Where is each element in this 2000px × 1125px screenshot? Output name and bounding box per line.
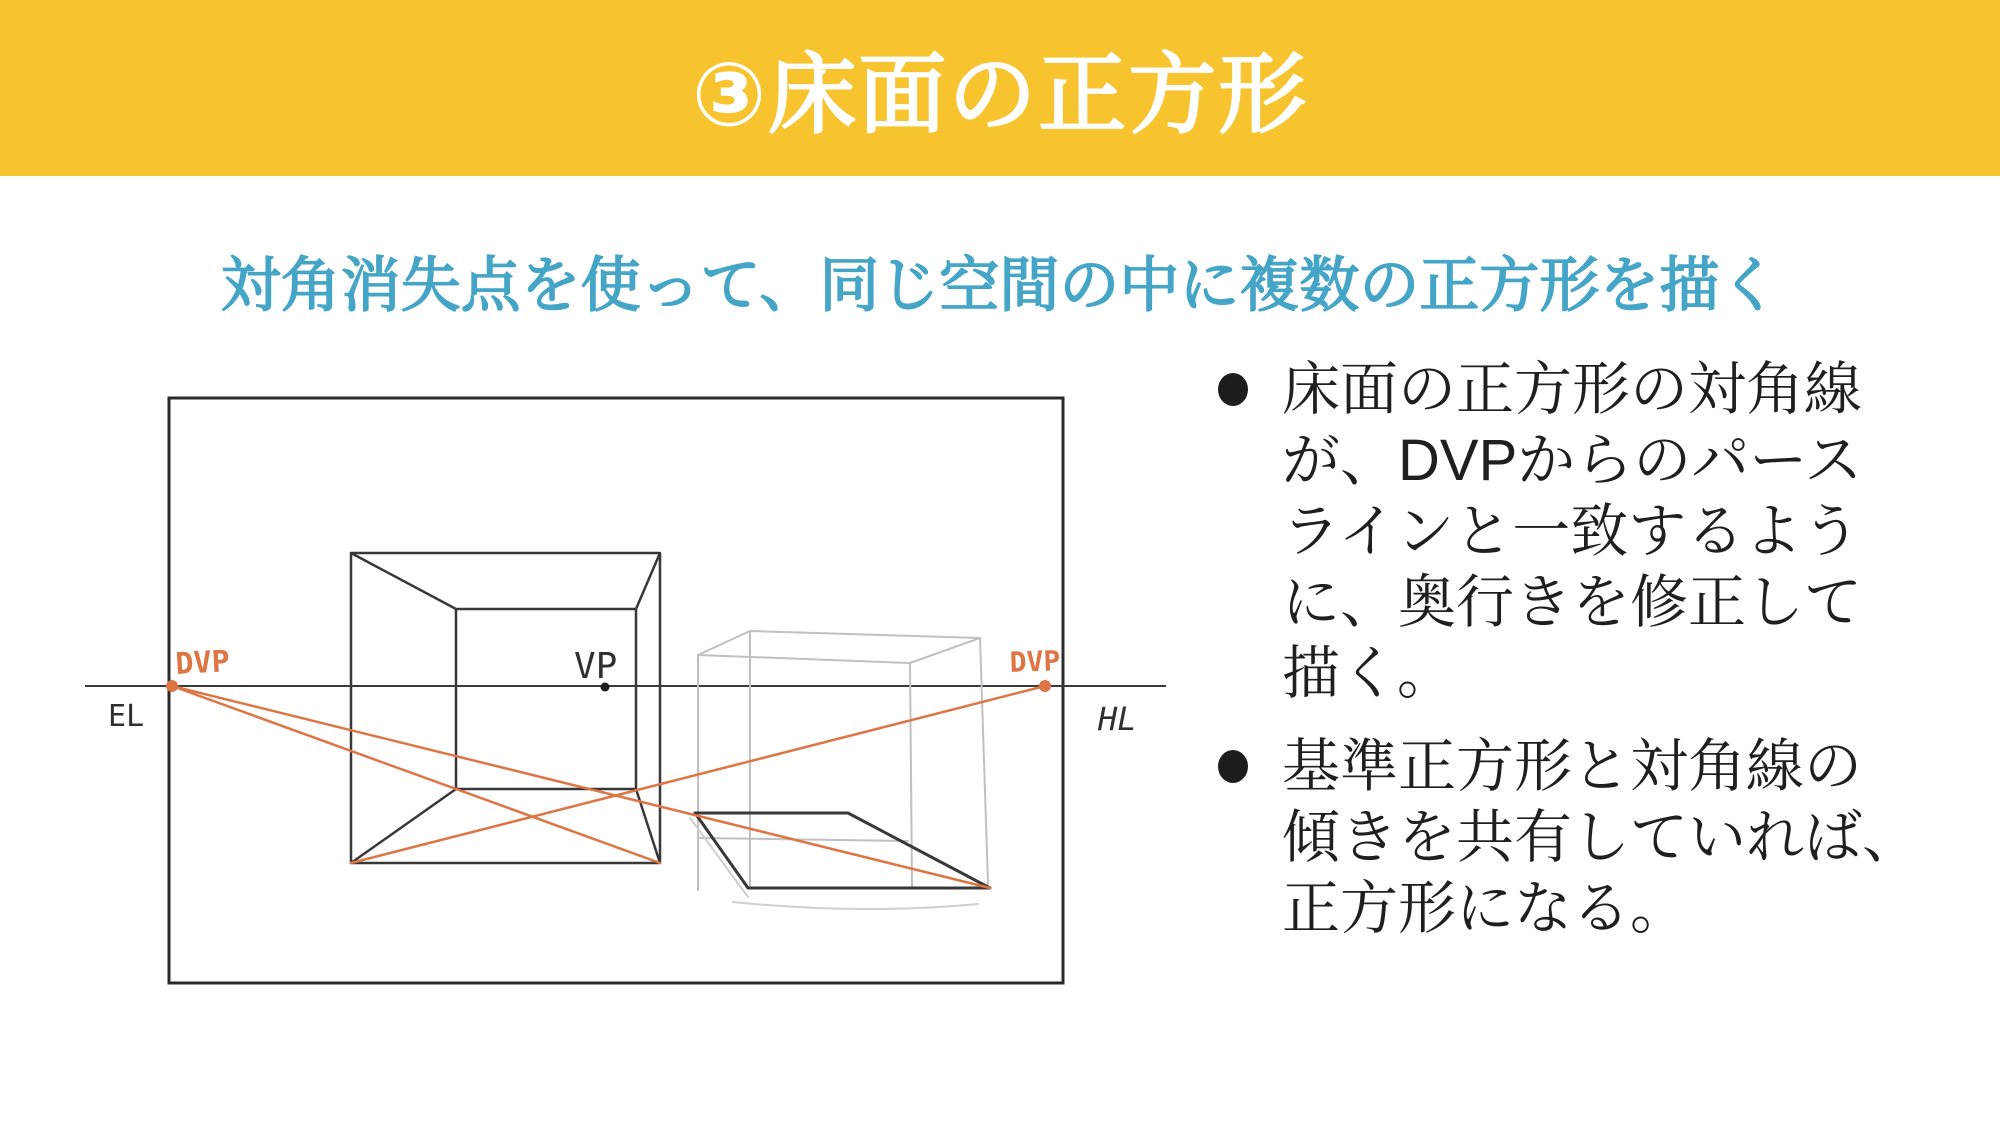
bullet-1-line-5: 描く。 <box>1282 641 1455 706</box>
bullet-icon <box>1218 750 1248 783</box>
bullet-1-line-2: が、DVPからのパース <box>1282 428 1863 493</box>
diagram-frame <box>169 398 1063 983</box>
bullet-item-2 <box>1218 731 1958 944</box>
bullet-icon <box>1218 373 1248 406</box>
bullet-text-2 <box>1282 731 1920 944</box>
bullet-1-line-1: 床面の正方形の対角線 <box>1282 357 1863 422</box>
slide-title: ③床面の正方形 <box>691 45 1309 144</box>
bullet-1-line-4: に、奥行きを修正して <box>1282 570 1863 635</box>
bullet-list <box>1218 354 1958 944</box>
vp-label: VP <box>574 646 618 687</box>
bullet-2-line-3: 正方形になる。 <box>1282 876 1689 941</box>
bullet-2-line-1: 基準正方形と対角線の <box>1282 734 1863 799</box>
bullet-2-line-2: 傾きを共有していれば、 <box>1282 805 1921 870</box>
dvp-left-label: DVP <box>174 644 231 682</box>
eye-level-label: EL <box>108 699 145 734</box>
bullet-item-1 <box>1218 354 1958 709</box>
bullet-text-1 <box>1282 354 1862 709</box>
dvp-right-dot <box>1039 680 1051 692</box>
subtitle: 対角消失点を使って、同じ空間の中に複数の正方形を描く <box>220 252 1780 319</box>
bullet-1-line-3: ラインと一致するよう <box>1282 499 1861 564</box>
horizon-label: HL <box>1098 700 1137 738</box>
dvp-right-label: DVP <box>1009 644 1061 679</box>
